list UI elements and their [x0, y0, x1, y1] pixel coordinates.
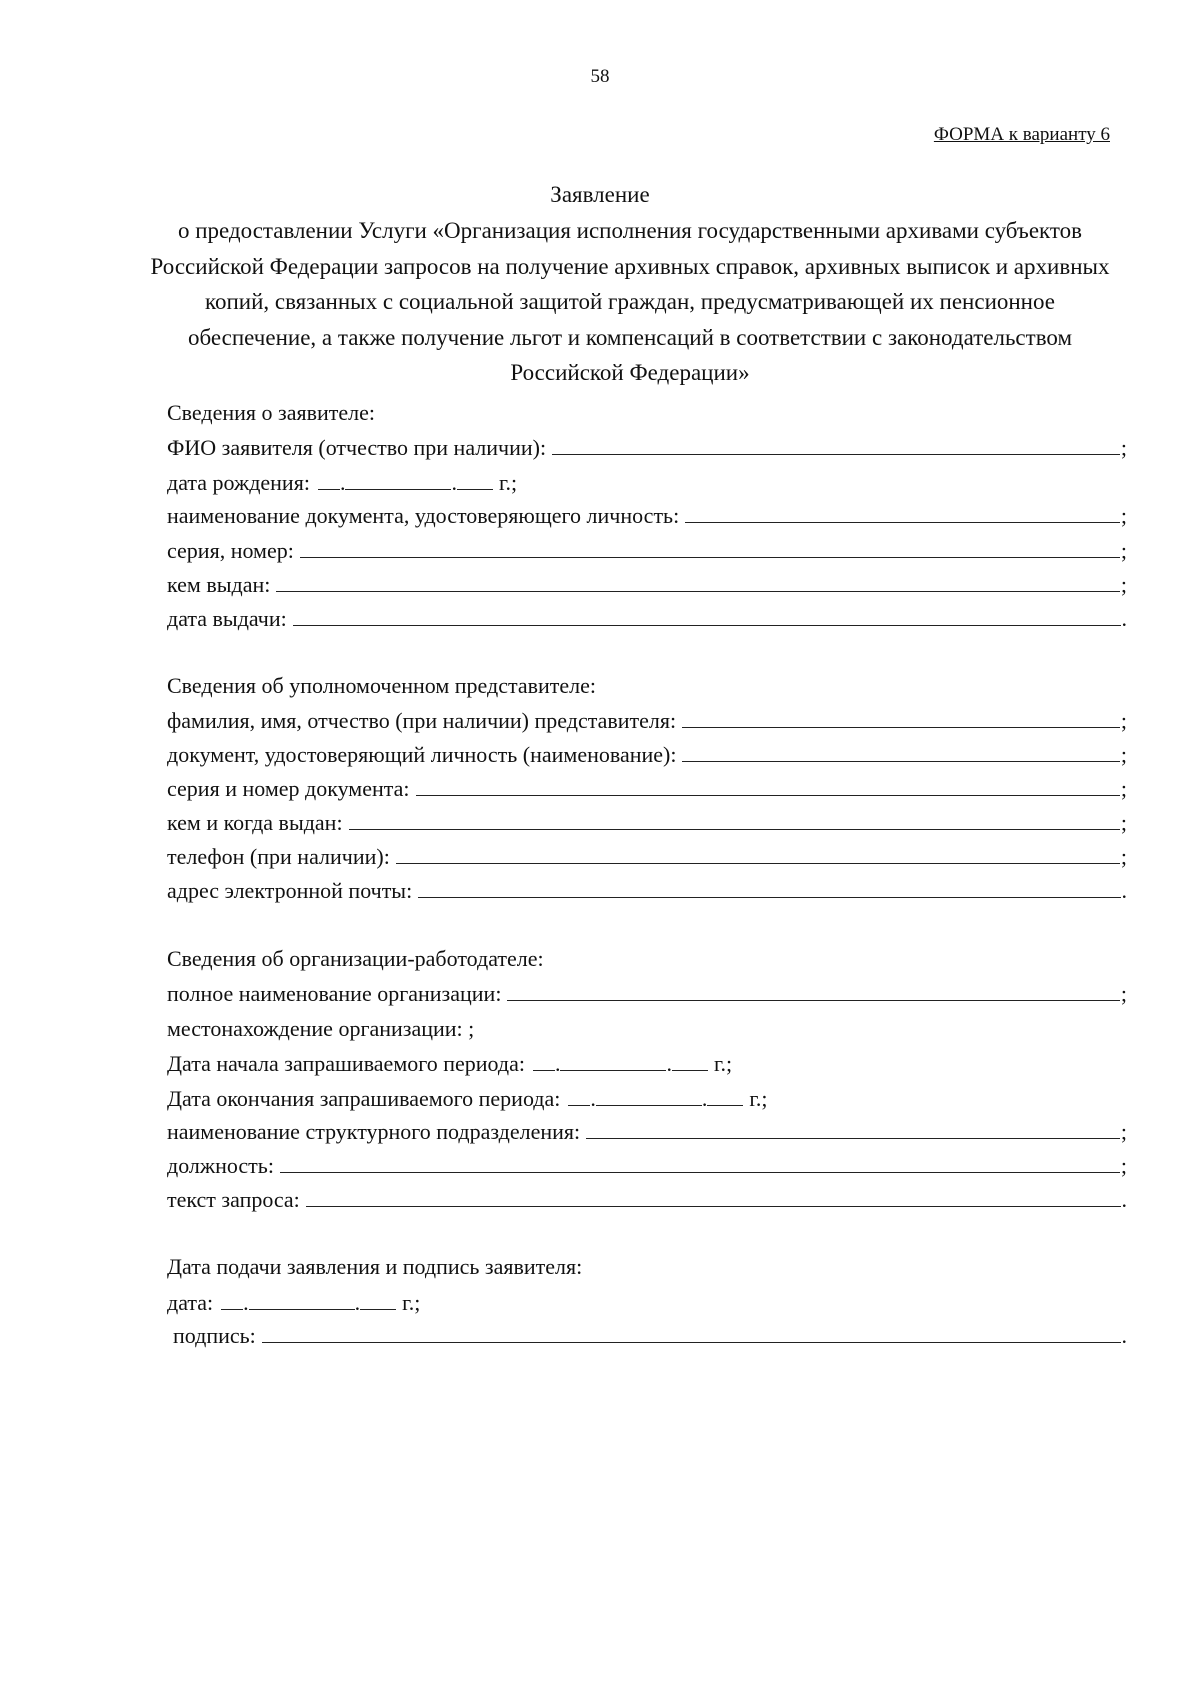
field-label: кем и когда выдан: [167, 810, 343, 835]
employer-heading: Сведения об организации-работодателе: [167, 946, 544, 971]
submission-heading: Дата подачи заявления и подпись заявителя: [167, 1254, 583, 1279]
document-subtitle: о предоставлении Услуги «Организация исполнения государственными архивами субъектов Российской Федерации запросов на получение архивных справок, архивных выписок и архивных копий, связанных с социальной защитой граждан, предусматривающей их пенсионное обеспечение, а также получение льгот и компенсаций в соответствии с законодательством Российской Федерации» [150, 218, 1110, 385]
month-blank[interactable] [345, 469, 451, 490]
fill-line[interactable] [682, 741, 1119, 762]
fill-line[interactable] [586, 1118, 1120, 1139]
representative-heading: Сведения об уполномоченном представителе: [167, 673, 597, 698]
applicant-series-field[interactable]: серия, номер: ; [167, 538, 1127, 563]
month-blank[interactable] [560, 1050, 666, 1071]
field-label: наименование документа, удостоверяющего личность: [167, 503, 680, 528]
field-label: ФИО заявителя (отчество при наличии): [167, 435, 547, 460]
fill-line[interactable] [293, 605, 1121, 626]
fill-line[interactable] [682, 707, 1120, 728]
field-label: Дата начала запрашиваемого периода: [167, 1051, 525, 1076]
fill-line[interactable] [300, 537, 1120, 558]
field-label: кем выдан: [167, 572, 271, 597]
fill-line[interactable] [507, 980, 1119, 1001]
year-blank[interactable] [672, 1050, 708, 1071]
representative-doc-field[interactable]: документ, удостоверяющий личность (наименование): ; [167, 742, 1127, 767]
field-label: телефон (при наличии): [167, 844, 390, 869]
document-title: Заявление [550, 182, 650, 207]
year-blank[interactable] [360, 1289, 396, 1310]
field-label: фамилия, имя, отчество (при наличии) представителя: [167, 708, 677, 733]
field-label: адрес электронной почты: [167, 878, 413, 903]
day-blank[interactable] [568, 1085, 590, 1106]
day-blank[interactable] [318, 469, 340, 490]
year-blank[interactable] [707, 1085, 743, 1106]
submission-date-field[interactable]: дата: . . г.; [167, 1290, 421, 1315]
applicant-birth-date-field[interactable]: дата рождения: . . г.; [167, 470, 518, 495]
field-label: серия, номер: [167, 538, 294, 563]
field-label: документ, удостоверяющий личность (наименование): [167, 742, 677, 767]
fill-line[interactable] [416, 775, 1120, 796]
representative-email-field[interactable]: адрес электронной почты: . [167, 878, 1127, 903]
field-label: Дата окончания запрашиваемого периода: [167, 1086, 561, 1111]
field-label: должность: [167, 1153, 274, 1178]
field-label: полное наименование организации: [167, 981, 502, 1006]
fill-line[interactable] [349, 809, 1120, 830]
field-label: подпись: [173, 1323, 256, 1348]
fill-line[interactable] [396, 843, 1120, 864]
representative-issued-field[interactable]: кем и когда выдан: ; [167, 810, 1127, 835]
fill-line[interactable] [262, 1322, 1121, 1343]
field-label: дата выдачи: [167, 606, 287, 631]
fill-line[interactable] [418, 877, 1120, 898]
fill-line[interactable] [552, 434, 1120, 455]
signature-field[interactable]: подпись: . [173, 1323, 1127, 1348]
representative-fio-field[interactable]: фамилия, имя, отчество (при наличии) представителя: ; [167, 708, 1127, 733]
period-end-field[interactable]: Дата окончания запрашиваемого периода: . . г.; [167, 1086, 768, 1111]
applicant-doc-name-field[interactable]: наименование документа, удостоверяющего личность: ; [167, 503, 1127, 528]
employer-location-field[interactable]: местонахождение организации: ; [167, 1016, 475, 1041]
fill-line[interactable] [306, 1186, 1121, 1207]
period-start-field[interactable]: Дата начала запрашиваемого периода: . . г.; [167, 1051, 733, 1076]
field-label: наименование структурного подразделения: [167, 1119, 581, 1144]
field-label: дата: [167, 1290, 214, 1315]
applicant-heading: Сведения о заявителе: [167, 400, 376, 425]
field-label: текст запроса: [167, 1187, 300, 1212]
applicant-issue-date-field[interactable]: дата выдачи: . [167, 606, 1127, 631]
representative-series-field[interactable]: серия и номер документа: ; [167, 776, 1127, 801]
day-blank[interactable] [533, 1050, 555, 1071]
field-label: серия и номер документа: [167, 776, 410, 801]
applicant-issued-by-field[interactable]: кем выдан: ; [167, 572, 1127, 597]
month-blank[interactable] [596, 1085, 702, 1106]
representative-phone-field[interactable]: телефон (при наличии): ; [167, 844, 1127, 869]
position-field[interactable]: должность: ; [167, 1153, 1127, 1178]
month-blank[interactable] [249, 1289, 355, 1310]
applicant-fio-field[interactable]: ФИО заявителя (отчество при наличии): ; [167, 435, 1127, 460]
employer-full-name-field[interactable]: полное наименование организации: ; [167, 981, 1127, 1006]
page-number: 58 [590, 66, 610, 87]
request-text-field[interactable]: текст запроса: . [167, 1187, 1127, 1212]
fill-line[interactable] [276, 571, 1120, 592]
fill-line[interactable] [685, 502, 1120, 523]
day-blank[interactable] [221, 1289, 243, 1310]
year-blank[interactable] [457, 469, 493, 490]
field-label: дата рождения: [167, 470, 310, 495]
form-reference: ФОРМА к варианту 6 [933, 124, 1110, 145]
fill-line[interactable] [280, 1152, 1120, 1173]
division-field[interactable]: наименование структурного подразделения: ; [167, 1119, 1127, 1144]
